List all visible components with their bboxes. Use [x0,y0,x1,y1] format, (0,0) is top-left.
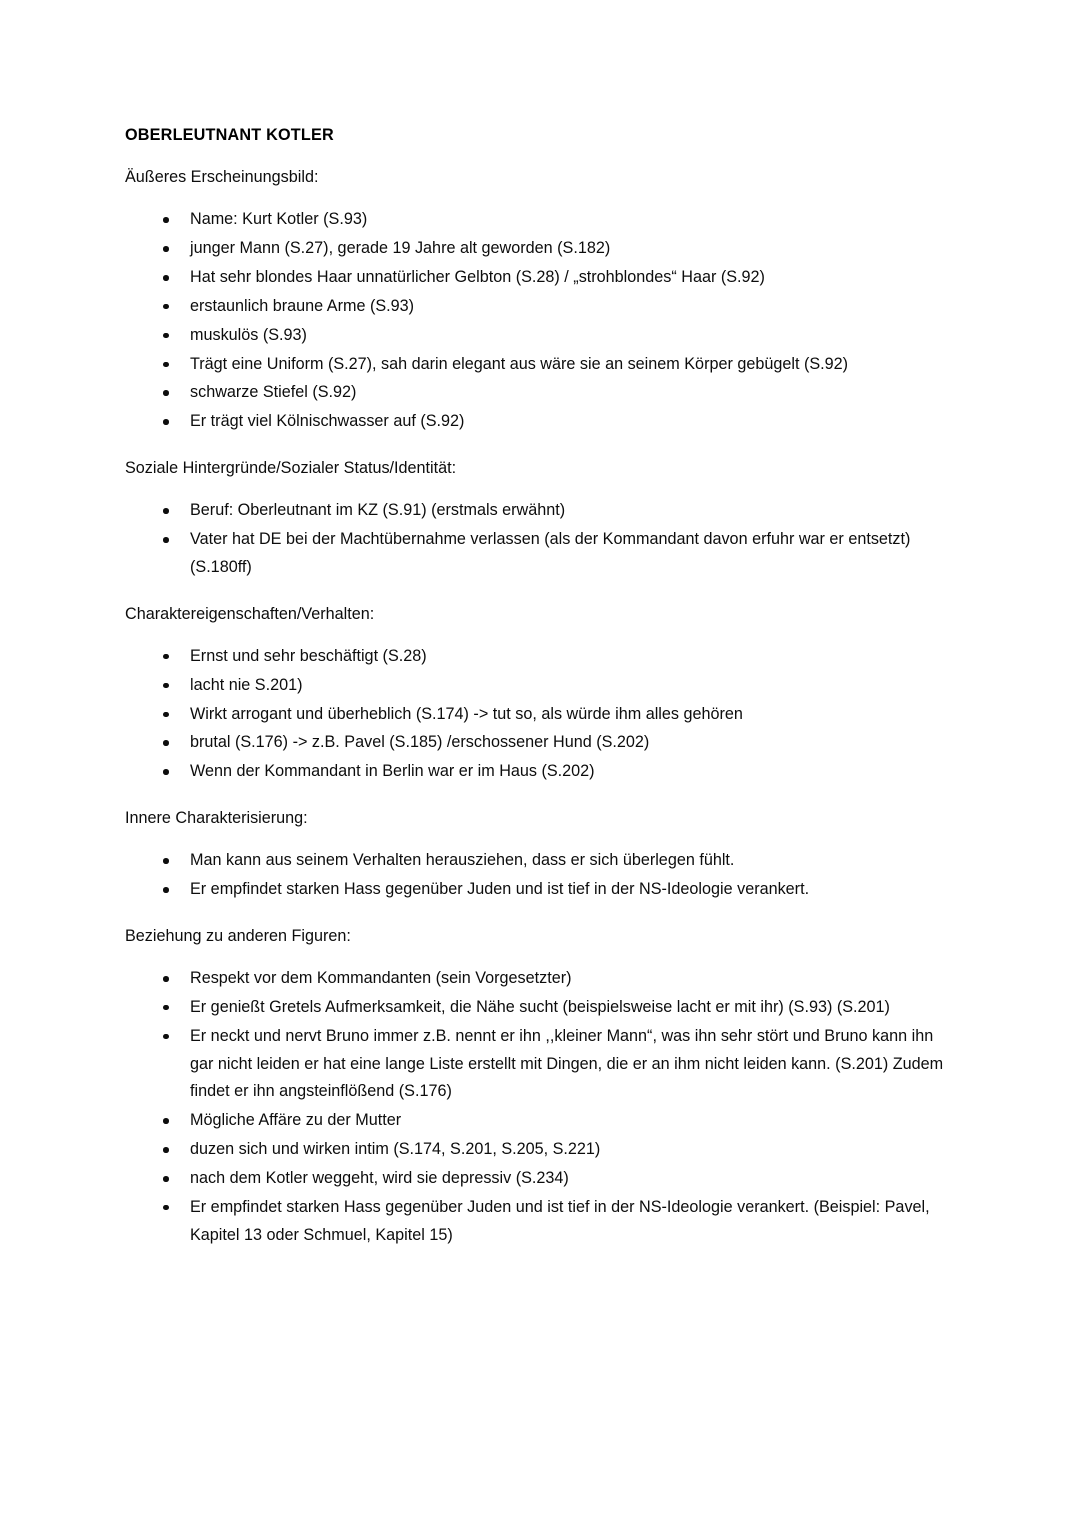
section-heading: Soziale Hintergründe/Sozialer Status/Identität: [125,459,457,478]
section-heading: Äußeres Erscheinungsbild: [125,168,319,187]
list-item: Er empfindet starken Hass gegenüber Juden und ist tief in der NS-Ideologie verankert. (Beispiel: Pavel, Kapitel 13 oder Schmuel, Kapitel 15) [125,1194,948,1250]
list-item: Beruf: Oberleutnant im KZ (S.91) (erstmals erwähnt) [125,497,948,525]
bullet-list [125,643,948,786]
section [125,604,948,786]
list-item: Respekt vor dem Kommandanten (sein Vorgesetzter) [125,965,948,993]
section [125,926,948,1250]
list-item: Wenn der Kommandant in Berlin war er im Haus (S.202) [125,758,948,786]
section [125,458,948,582]
list-item: nach dem Kotler weggeht, wird sie depressiv (S.234) [125,1165,948,1193]
list-item: Man kann aus seinem Verhalten herausziehen, dass er sich überlegen fühlt. [125,847,948,875]
list-item: duzen sich und wirken intim (S.174, S.201, S.205, S.221) [125,1136,948,1164]
list-item: Er neckt und nervt Bruno immer z.B. nennt er ihn ,,kleiner Mann“, was ihn sehr stört und Bruno kann ihn gar nicht leiden er hat eine lange Liste erstellt mit Dingen, die er an ihm nicht leiden kann. (S.201) Zudem findet er ihn angsteinflößend (S.176) [125,1023,948,1107]
list-item: erstaunlich braune Arme (S.93) [125,293,948,321]
list-item: Mögliche Affäre zu der Mutter [125,1107,948,1135]
list-item: muskulös (S.93) [125,322,948,350]
bullet-list [125,497,948,582]
page-title: OBERLEUTNANT KOTLER [125,126,334,144]
section [125,167,948,436]
document-body [125,167,948,1249]
list-item: Wirkt arrogant und überheblich (S.174) -> tut so, als würde ihm alles gehören [125,701,948,729]
list-item: lacht nie S.201) [125,672,948,700]
list-item: Name: Kurt Kotler (S.93) [125,206,948,234]
list-item: junger Mann (S.27), gerade 19 Jahre alt geworden (S.182) [125,235,948,263]
list-item: Er genießt Gretels Aufmerksamkeit, die Nähe sucht (beispielsweise lacht er mit ihr) (S.93) (S.201) [125,994,948,1022]
list-item: Er empfindet starken Hass gegenüber Juden und ist tief in der NS-Ideologie verankert. [125,876,948,904]
bullet-list [125,965,948,1250]
list-item: Hat sehr blondes Haar unnatürlicher Gelbton (S.28) / „strohblondes“ Haar (S.92) [125,264,948,292]
bullet-list [125,847,948,904]
section-heading: Charaktereigenschaften/Verhalten: [125,604,375,623]
list-item: Vater hat DE bei der Machtübernahme verlassen (als der Kommandant davon erfuhr war er entsetzt) (S.180ff) [125,526,948,582]
section-heading: Innere Charakterisierung: [125,809,308,828]
list-item: brutal (S.176) -> z.B. Pavel (S.185) /erschossener Hund (S.202) [125,729,948,757]
list-item: Ernst und sehr beschäftigt (S.28) [125,643,948,671]
section [125,808,948,904]
section-heading: Beziehung zu anderen Figuren: [125,926,351,945]
bullet-list [125,206,948,436]
list-item: schwarze Stiefel (S.92) [125,379,948,407]
list-item: Trägt eine Uniform (S.27), sah darin elegant aus wäre sie an seinem Körper gebügelt (S.92) [125,351,948,379]
list-item: Er trägt viel Kölnischwasser auf (S.92) [125,408,948,436]
